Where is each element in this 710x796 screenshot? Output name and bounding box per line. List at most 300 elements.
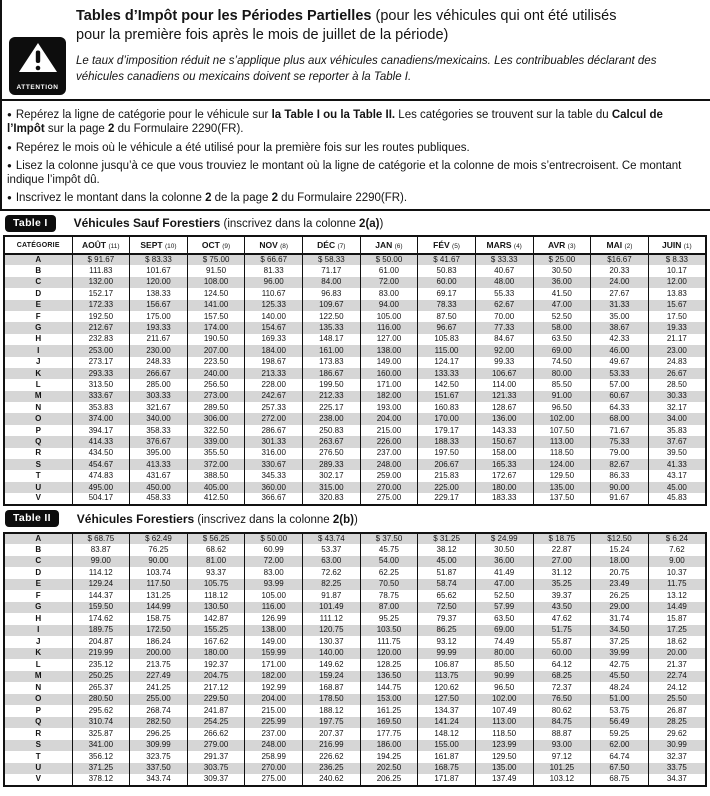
tax-value-cell: 9.00 (648, 556, 706, 568)
tax-value-cell: 296.25 (130, 728, 188, 740)
category-cell: G (4, 602, 72, 614)
tax-value-cell: 229.17 (418, 493, 476, 504)
tax-value-cell: 211.67 (130, 334, 188, 345)
tax-value-cell: 38.67 (591, 322, 649, 333)
tax-value-cell: 141.00 (187, 300, 245, 311)
tax-value-cell: 219.99 (72, 648, 130, 660)
tax-value-cell: 62.67 (475, 300, 533, 311)
table-row (4, 300, 706, 311)
table-row (4, 774, 706, 786)
tax-value-cell: 70.00 (475, 311, 533, 322)
tax-value-cell: $ 50.00 (360, 254, 418, 265)
category-cell: R (4, 448, 72, 459)
tax-value-cell: 131.25 (130, 590, 188, 602)
tax-value-cell: 24.00 (591, 277, 649, 288)
tax-value-cell: 93.12 (418, 636, 476, 648)
category-cell: R (4, 728, 72, 740)
tax-value-cell: 337.50 (130, 763, 188, 775)
tax-value-cell: 79.37 (418, 613, 476, 625)
tax-value-cell: $ 33.33 (475, 254, 533, 265)
category-cell: C (4, 277, 72, 288)
tax-value-cell: 36.00 (533, 277, 591, 288)
tax-value-cell: 117.50 (130, 579, 188, 591)
category-cell: P (4, 705, 72, 717)
tax-value-cell: 295.62 (72, 705, 130, 717)
category-cell: V (4, 493, 72, 504)
tax-value-cell: 155.25 (187, 625, 245, 637)
tax-value-cell: 193.00 (360, 402, 418, 413)
tax-value-cell: 133.33 (418, 368, 476, 379)
tax-value-cell: 149.00 (245, 636, 303, 648)
tax-value-cell: 97.12 (533, 751, 591, 763)
tax-value-cell: 266.67 (130, 368, 188, 379)
tax-value-cell: 190.50 (187, 334, 245, 345)
tax-value-cell: $ 62.49 (130, 533, 188, 545)
tax-value-cell: 64.12 (533, 659, 591, 671)
tax-value-cell: 161.00 (303, 345, 361, 356)
tax-value-cell: 72.50 (418, 602, 476, 614)
tax-value-cell: 136.50 (360, 671, 418, 683)
tax-value-cell: 83.87 (72, 544, 130, 556)
tax-value-cell: 77.33 (475, 322, 533, 333)
tax-value-cell: 124.00 (533, 459, 591, 470)
tax-value-cell: 232.83 (72, 334, 130, 345)
tax-value-cell: 106.87 (418, 659, 476, 671)
tax-value-cell: 301.33 (245, 436, 303, 447)
table-row (4, 682, 706, 694)
tax-value-cell: 454.67 (72, 459, 130, 470)
tax-value-cell: 193.33 (130, 322, 188, 333)
tax-value-cell: 200.00 (130, 648, 188, 660)
tax-value-cell: 26.25 (591, 590, 649, 602)
tax-value-cell: 76.25 (130, 544, 188, 556)
tax-value-cell: 253.00 (72, 345, 130, 356)
tax-value-cell: 323.75 (130, 751, 188, 763)
month-column-header: DÉC (7) (303, 236, 361, 254)
tax-value-cell: 99.99 (418, 648, 476, 660)
table-row (4, 556, 706, 568)
tax-value-cell: 316.00 (245, 448, 303, 459)
tax-value-cell: 266.62 (187, 728, 245, 740)
tax-value-cell: 128.67 (475, 402, 533, 413)
tax-value-cell: 64.74 (591, 751, 649, 763)
tax-value-cell: 180.00 (187, 648, 245, 660)
category-cell: M (4, 391, 72, 402)
tax-value-cell: 71.17 (303, 265, 361, 276)
tax-value-cell: 47.00 (533, 300, 591, 311)
category-cell: B (4, 265, 72, 276)
tax-value-cell: 72.37 (533, 682, 591, 694)
table-row (4, 379, 706, 390)
tax-value-cell: 12.00 (648, 277, 706, 288)
tax-value-cell: 198.67 (245, 357, 303, 368)
tax-value-cell: 280.50 (72, 694, 130, 706)
tax-value-cell: $ 41.67 (418, 254, 476, 265)
tax-value-cell: 171.00 (245, 659, 303, 671)
tax-value-cell: 87.50 (418, 311, 476, 322)
tax-value-cell: 303.75 (187, 763, 245, 775)
category-cell: I (4, 625, 72, 637)
table-row (4, 345, 706, 356)
tax-value-cell: 30.50 (533, 265, 591, 276)
tax-value-cell: 113.75 (418, 671, 476, 683)
tax-value-cell: 206.25 (360, 774, 418, 786)
tax-value-cell: 197.75 (303, 717, 361, 729)
instruction-list (0, 101, 710, 211)
tax-value-cell: $12.50 (591, 533, 649, 545)
tax-value-cell: 86.33 (591, 470, 649, 481)
tax-value-cell: 15.87 (648, 613, 706, 625)
tax-value-cell: 80.62 (533, 705, 591, 717)
tax-value-cell: 72.00 (360, 277, 418, 288)
tax-value-cell: 206.67 (418, 459, 476, 470)
tax-value-cell: 51.00 (591, 694, 649, 706)
category-cell: E (4, 579, 72, 591)
table-row (4, 470, 706, 481)
tax-value-cell: 59.25 (591, 728, 649, 740)
category-cell: K (4, 368, 72, 379)
table-row (4, 288, 706, 299)
tax-value-cell: 158.00 (475, 448, 533, 459)
tax-value-cell: 69.00 (533, 345, 591, 356)
tax-value-cell: 151.67 (418, 391, 476, 402)
months-remaining-count: (10) (164, 243, 177, 250)
tax-value-cell: 48.24 (591, 682, 649, 694)
tax-value-cell: 41.49 (475, 567, 533, 579)
tax-value-cell: 32.37 (648, 751, 706, 763)
tax-value-cell: 51.87 (418, 567, 476, 579)
tax-value-cell: 37.25 (591, 636, 649, 648)
tax-value-cell: 103.74 (130, 567, 188, 579)
tax-value-cell: 63.50 (475, 613, 533, 625)
tax-value-cell: 21.17 (648, 334, 706, 345)
tax-value-cell: $ 83.33 (130, 254, 188, 265)
category-cell: M (4, 671, 72, 683)
tax-value-cell: 93.00 (533, 740, 591, 752)
tax-value-cell: 81.00 (187, 556, 245, 568)
table-row (4, 659, 706, 671)
tax-value-cell: 132.00 (72, 277, 130, 288)
months-remaining-count: (8) (280, 243, 289, 250)
table-row (4, 334, 706, 345)
tax-value-cell: 72.00 (245, 556, 303, 568)
table-row (4, 671, 706, 683)
table-row (4, 567, 706, 579)
tax-value-cell: 238.00 (303, 413, 361, 424)
tax-value-cell: 177.75 (360, 728, 418, 740)
tax-value-cell: 275.00 (245, 774, 303, 786)
tax-value-cell: 91.50 (187, 265, 245, 276)
instruction-item: ● Inscrivez le montant dans la colonne 2 de la page 2 du Formulaire 2290(FR). (7, 192, 408, 205)
tax-value-cell: 87.00 (360, 602, 418, 614)
tax-value-cell: 159.99 (245, 648, 303, 660)
tax-value-cell: 313.50 (72, 379, 130, 390)
category-cell: U (4, 763, 72, 775)
tax-value-cell: 96.83 (303, 288, 361, 299)
table-row (4, 717, 706, 729)
tax-value-cell: 45.75 (360, 544, 418, 556)
category-cell: F (4, 311, 72, 322)
category-cell: D (4, 567, 72, 579)
tax-value-cell: 118.50 (475, 728, 533, 740)
tax-value-cell: 180.00 (475, 482, 533, 493)
category-cell: A (4, 254, 72, 265)
tax-value-cell: 18.00 (591, 556, 649, 568)
tax-value-cell: 99.00 (72, 556, 130, 568)
tax-value-cell: 174.62 (72, 613, 130, 625)
tax-value-cell: 25.50 (648, 694, 706, 706)
tax-value-cell: 226.00 (360, 436, 418, 447)
table2-grid (3, 532, 707, 787)
category-cell: G (4, 322, 72, 333)
tax-value-cell: 31.74 (591, 613, 649, 625)
tax-value-cell: 356.12 (72, 751, 130, 763)
category-cell: U (4, 482, 72, 493)
tax-value-cell: 30.50 (475, 544, 533, 556)
tax-value-cell: $ 31.25 (418, 533, 476, 545)
category-cell: H (4, 613, 72, 625)
tax-value-cell: 20.33 (591, 265, 649, 276)
tax-value-cell: 458.33 (130, 493, 188, 504)
tax-value-cell: 175.00 (130, 311, 188, 322)
page-title-main: Tables d’Impôt pour les Périodes Partielles (76, 8, 372, 24)
tax-value-cell: 45.00 (648, 482, 706, 493)
tax-value-cell: 21.37 (648, 659, 706, 671)
tax-value-cell: 275.00 (360, 493, 418, 504)
table-row (4, 357, 706, 368)
tax-value-cell: 140.00 (303, 648, 361, 660)
tax-value-cell: 71.67 (591, 425, 649, 436)
tax-value-cell: 215.00 (245, 705, 303, 717)
tax-value-cell: 40.67 (475, 265, 533, 276)
tax-value-cell: 76.50 (533, 694, 591, 706)
table-row (4, 590, 706, 602)
tax-value-cell: 20.00 (648, 648, 706, 660)
tax-value-cell: 150.67 (475, 436, 533, 447)
tax-value-cell: 204.00 (360, 413, 418, 424)
tax-value-cell: 101.67 (130, 265, 188, 276)
tax-value-cell: 50.83 (418, 265, 476, 276)
tax-value-cell: 340.00 (130, 413, 188, 424)
table-row (4, 613, 706, 625)
tax-value-cell: 42.75 (591, 659, 649, 671)
table1-badge: Table I (5, 215, 56, 232)
table-row (4, 391, 706, 402)
category-cell: O (4, 413, 72, 424)
tax-value-cell: 74.49 (475, 636, 533, 648)
tax-value-cell: 92.00 (475, 345, 533, 356)
tax-value-cell: 54.00 (360, 556, 418, 568)
tax-value-cell: 171.87 (418, 774, 476, 786)
tax-value-cell: 17.50 (648, 311, 706, 322)
tax-value-cell: 124.50 (187, 288, 245, 299)
table-row (4, 763, 706, 775)
tax-value-cell: 339.00 (187, 436, 245, 447)
tax-value-cell: 325.87 (72, 728, 130, 740)
tax-value-cell: 68.75 (591, 774, 649, 786)
tax-value-cell: 105.75 (187, 579, 245, 591)
tax-value-cell: 355.50 (187, 448, 245, 459)
table-row (4, 579, 706, 591)
tax-value-cell: 161.87 (418, 751, 476, 763)
tax-value-cell: $ 58.33 (303, 254, 361, 265)
tax-value-cell: 216.99 (303, 740, 361, 752)
attention-badge (9, 37, 66, 95)
tax-value-cell: 34.50 (591, 625, 649, 637)
tax-value-cell: 96.50 (533, 402, 591, 413)
category-cell: N (4, 682, 72, 694)
tax-value-cell: 144.75 (360, 682, 418, 694)
table1-title (74, 216, 384, 230)
category-cell: F (4, 590, 72, 602)
tax-value-cell: 102.00 (475, 694, 533, 706)
tax-value-cell: 91.67 (591, 493, 649, 504)
tax-value-cell: 116.00 (245, 602, 303, 614)
tax-value-cell: 7.62 (648, 544, 706, 556)
tax-value-cell: 289.33 (303, 459, 361, 470)
table-row (4, 493, 706, 504)
tax-value-cell: 41.33 (648, 459, 706, 470)
tax-value-cell: 199.50 (303, 379, 361, 390)
tax-value-cell: 10.37 (648, 567, 706, 579)
tax-value-cell: 46.00 (591, 345, 649, 356)
tax-value-cell: 230.00 (130, 345, 188, 356)
tax-value-cell: 121.33 (475, 391, 533, 402)
tax-value-cell: 138.00 (360, 345, 418, 356)
tax-value-cell: 107.50 (533, 425, 591, 436)
month-column-header: AOÛT (11) (72, 236, 130, 254)
tax-value-cell: 125.33 (245, 300, 303, 311)
table-row (4, 265, 706, 276)
tax-value-cell: 39.99 (591, 648, 649, 660)
tax-value-cell: 179.17 (418, 425, 476, 436)
instruction-item: ● Repérez la ligne de catégorie pour le véhicule sur la Table I ou la Table II. Les catégories se trouvent sur la table du Calcul de l’Impôt sur la page 2 du Formulaire 2290(FR). (7, 109, 663, 136)
tax-value-cell: 405.00 (187, 482, 245, 493)
tax-value-cell: 228.00 (245, 379, 303, 390)
tax-value-cell: 45.00 (418, 556, 476, 568)
tax-value-cell: 168.87 (303, 682, 361, 694)
months-remaining-count: (3) (567, 243, 576, 250)
tax-value-cell: 144.99 (130, 602, 188, 614)
tax-value-cell: 159.50 (72, 602, 130, 614)
tax-value-cell: 57.00 (591, 379, 649, 390)
tax-value-cell: 28.25 (648, 717, 706, 729)
tax-value-cell: 130.50 (187, 602, 245, 614)
tax-value-cell: 68.62 (187, 544, 245, 556)
tax-value-cell: 81.33 (245, 265, 303, 276)
tax-value-cell: 123.99 (475, 740, 533, 752)
tax-value-cell: 186.67 (303, 368, 361, 379)
tax-value-cell: 309.37 (187, 774, 245, 786)
tax-value-cell: $16.67 (591, 254, 649, 265)
tax-value-cell: 237.00 (360, 448, 418, 459)
tax-value-cell: 36.00 (475, 556, 533, 568)
tax-value-cell: $ 50.00 (245, 533, 303, 545)
tax-value-cell: 116.00 (360, 322, 418, 333)
table-row (4, 694, 706, 706)
category-cell: K (4, 648, 72, 660)
tax-value-cell: 414.33 (72, 436, 130, 447)
tax-value-cell: 93.99 (245, 579, 303, 591)
category-cell: J (4, 636, 72, 648)
tax-value-cell: 35.00 (591, 311, 649, 322)
tax-value-cell: 152.17 (72, 288, 130, 299)
tax-value-cell: 286.67 (245, 425, 303, 436)
tax-value-cell: 101.49 (303, 602, 361, 614)
category-cell: E (4, 300, 72, 311)
tax-value-cell: $ 25.00 (533, 254, 591, 265)
tax-value-cell: 37.67 (648, 436, 706, 447)
table-row (4, 436, 706, 447)
tax-value-cell: 330.67 (245, 459, 303, 470)
category-cell: I (4, 345, 72, 356)
tax-value-cell: 56.49 (591, 717, 649, 729)
table1-caption (0, 211, 710, 235)
tax-value-cell: 91.87 (303, 590, 361, 602)
header-row (4, 236, 706, 254)
tax-value-cell: 28.50 (648, 379, 706, 390)
tax-value-cell: 52.50 (533, 311, 591, 322)
tax-value-cell: 103.12 (533, 774, 591, 786)
tax-value-cell: 250.25 (72, 671, 130, 683)
tax-value-cell: 248.00 (360, 459, 418, 470)
tax-value-cell: 126.99 (245, 613, 303, 625)
tax-value-cell: 504.17 (72, 493, 130, 504)
tax-value-cell: 24.12 (648, 682, 706, 694)
tax-value-cell: 189.75 (72, 625, 130, 637)
tax-value-cell: 45.83 (648, 493, 706, 504)
instruction-item: ● Lisez la colonne jusqu’à ce que vous trouviez le montant où la ligne de catégorie et la colonne de mois s’entrecroisent. Ce montant indique l’impôt dû. (7, 159, 682, 186)
attention-label: ATTENTION (16, 84, 59, 91)
table-row (4, 425, 706, 436)
tax-value-cell: 23.00 (648, 345, 706, 356)
tax-value-cell: 127.00 (360, 334, 418, 345)
table-row (4, 648, 706, 660)
tax-value-cell: 22.87 (533, 544, 591, 556)
category-cell: C (4, 556, 72, 568)
tax-value-cell: 60.00 (533, 648, 591, 660)
months-remaining-count: (6) (394, 243, 403, 250)
tax-value-cell: 122.50 (303, 311, 361, 322)
tax-value-cell: 85.50 (533, 379, 591, 390)
tax-value-cell: 258.99 (245, 751, 303, 763)
tax-value-cell: 13.12 (648, 590, 706, 602)
tax-value-cell: 51.75 (533, 625, 591, 637)
table-row (4, 368, 706, 379)
tax-value-cell: 96.00 (245, 277, 303, 288)
tax-value-cell: 160.83 (418, 402, 476, 413)
tax-value-cell: 75.33 (591, 436, 649, 447)
tax-value-cell: 107.49 (475, 705, 533, 717)
month-column-header: JAN (6) (360, 236, 418, 254)
tax-value-cell: 23.49 (591, 579, 649, 591)
tax-value-cell: 207.37 (303, 728, 361, 740)
tax-value-cell: 29.62 (648, 728, 706, 740)
month-column-header: SEPT (10) (130, 236, 188, 254)
tax-value-cell: 135.00 (475, 763, 533, 775)
table-row (4, 625, 706, 637)
tax-value-cell: 343.74 (130, 774, 188, 786)
tax-value-cell: 225.17 (303, 402, 361, 413)
tax-value-cell: 61.00 (360, 265, 418, 276)
tax-value-cell: 39.50 (648, 448, 706, 459)
tax-value-cell: 130.37 (303, 636, 361, 648)
category-cell: T (4, 751, 72, 763)
table-row (4, 322, 706, 333)
months-remaining-count: (9) (222, 243, 231, 250)
table-row (4, 254, 706, 265)
tax-value-cell: 225.99 (245, 717, 303, 729)
